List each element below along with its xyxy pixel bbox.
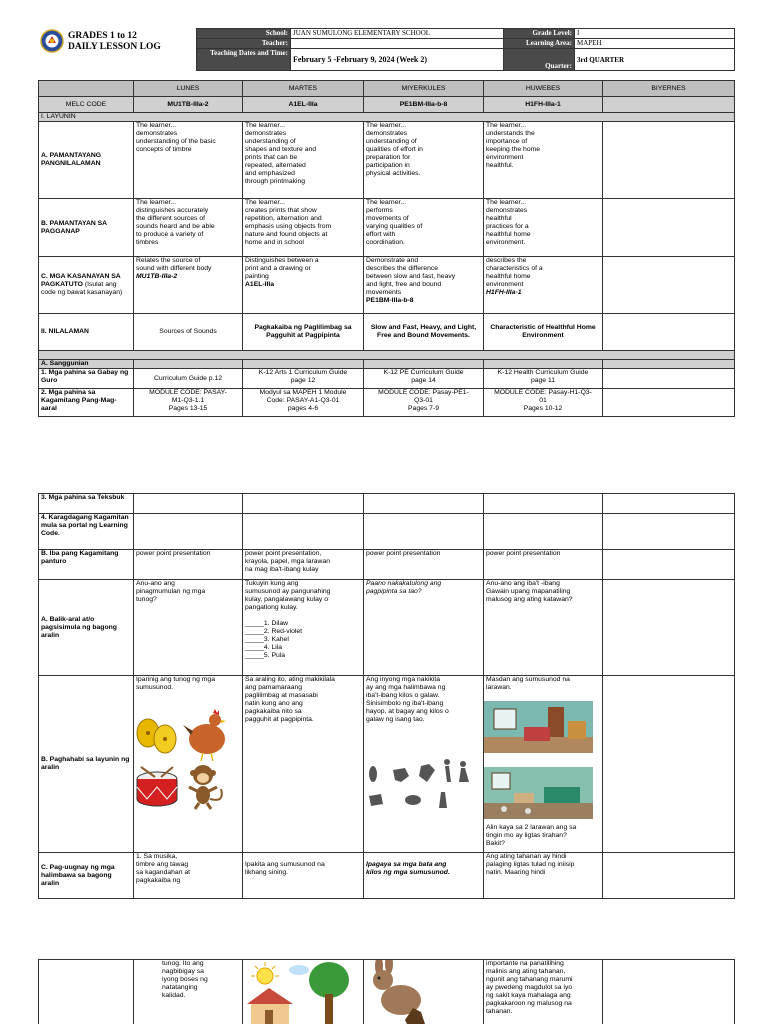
- iba-2: power point presentation, krayola, papel, mga larawan na mag iba't-ibang kulay: [243, 550, 364, 580]
- row-label-iba-pang-kagamitan: B. Iba pang Kagamitang panturo: [39, 550, 134, 580]
- title-dll: DAILY LESSON LOG: [68, 42, 161, 52]
- balik-1: Anu-ano ang pinagmumulan ng mga tunog?: [134, 580, 243, 676]
- rabbit-image: [363, 960, 428, 1024]
- paghahabi-2: Sa araling ito, ating makikilala ang pamamaraang paglilimbag at masasabi natin kung ano ang pagkakaiba nito sa pagguhit at pagpipinta.: [243, 676, 364, 853]
- gabay-2: K-12 Arts 1 Curriculum Guide page 12: [243, 369, 364, 389]
- teksbuk-2: [243, 494, 364, 514]
- pag-uugnay-1: 1. Sa musika, timbre ang tawag sa kagandahan at pagkakaiba ng: [134, 853, 243, 899]
- cell-c-4-text: describes the characteristics of a healthful home environment: [486, 257, 543, 288]
- cell-a-3: The learner... demonstrates understanding of qualities of effort in preparation for participation in physical activities.: [364, 122, 484, 199]
- blank-grey-row: [39, 351, 735, 360]
- row-label-pamantayan-sa-pagganap: B. PAMANTAYAN SA PAGGANAP: [39, 199, 134, 257]
- sanggunian-2: [243, 360, 364, 369]
- dates-label: Teaching Dates and Time:: [197, 49, 291, 71]
- cell-a-5: [603, 122, 735, 199]
- kasanayan-title: C. MGA KASANAYAN SA PAGKATUTO: [41, 273, 121, 288]
- grade-label: Grade Level:: [504, 29, 575, 39]
- melc-code-3: PE1BM-IIIa-b-8: [364, 97, 484, 113]
- cont-label: [39, 960, 134, 1024]
- school-label: School:: [197, 29, 291, 39]
- teksbuk-5: [603, 494, 735, 514]
- balik-5: [603, 580, 735, 676]
- cell-c-2: [243, 257, 364, 314]
- clean-room-icon: [484, 701, 593, 753]
- sanggunian-4: [484, 360, 603, 369]
- melc-code-5: [603, 97, 735, 113]
- day-martes: MARTES: [243, 81, 364, 97]
- day-miyerkules: MIYERKULES: [364, 81, 484, 97]
- kagamitan-3: MODULE CODE: Pasay-PE1- Q3-01 Pages 7-9: [364, 389, 484, 417]
- row-label-kasanayan: [39, 257, 134, 314]
- teksbuk-3: [364, 494, 484, 514]
- cell-a-2: The learner... demonstrates understanding of shapes and texture and prints that can be repeated, alternated and emphasized through printmaking: [243, 122, 364, 199]
- row-label-pamantayang-pangnilalaman: A. PAMANTAYANG PANGNILALAMAN: [39, 122, 134, 199]
- day-lunes: LUNES: [134, 81, 243, 97]
- pag-uugnay-5: [603, 853, 735, 899]
- teacher-label: Teacher:: [197, 39, 291, 49]
- hen-icon: [183, 709, 226, 761]
- dates-value: February 5 -February 9, 2024 (Week 2): [291, 49, 504, 71]
- melc-code-1: MU1TB-IIIa-2: [134, 97, 243, 113]
- cont-1: tunog. Ito ang nagbibigay sa iyong boses ng natatanging kalidad.: [134, 960, 243, 1024]
- house-icon: [247, 988, 293, 1024]
- kagamitan-5: [603, 389, 735, 417]
- row-label-paghahabi: B. Paghahabi sa layunin ng aralin: [39, 676, 134, 853]
- cont-5: [603, 960, 735, 1024]
- cell-a-1: The learner... demonstrates understanding of the basic concepts of timbre: [134, 122, 243, 199]
- nilalaman-2: Pagkakaiba ng Paglilimbag sa Pagguhit at Pagpipinta: [243, 314, 364, 351]
- iba-4: power point presentation: [484, 550, 603, 580]
- paghahabi-4-text: Masdan ang sumusunod na larawan.: [486, 676, 570, 691]
- cell-c-3-code: PE1BM-IIIa-b-8: [366, 297, 414, 304]
- pag-uugnay-3: Ipagaya sa mga bata ang kilos ng mga sumusunod.: [364, 853, 484, 899]
- cell-c-5: [603, 257, 735, 314]
- monkey-icon: [189, 765, 222, 809]
- header-info-table: [196, 28, 735, 71]
- cell-c-1-text: Relates the source of sound with different body: [136, 257, 212, 272]
- balik-3: Paano nakakatulong ang pagpipinta sa tao?: [364, 580, 484, 676]
- cell-b-4: The learner... demonstrates healthful practices for a healthful home environment.: [484, 199, 603, 257]
- cell-c-3-text: Demonstrate and describes the difference between slow and fast, heavy and light, free and bound movements: [366, 257, 456, 296]
- nilalaman-5: [603, 314, 735, 351]
- animal-silhouettes-icon: [369, 759, 469, 808]
- cell-c-1-code: MU1TB-IIIa-2: [136, 273, 178, 280]
- deped-seal: [40, 29, 64, 53]
- karagdagang-5: [603, 514, 735, 550]
- paghahabi-4-question: Alin kaya sa 2 larawan ang sa tingin mo ay ligtas tirahan? Bakit?: [486, 824, 577, 847]
- row-label-pag-uugnay: C. Pag-uugnay ng mga halimbawa sa bagong aralin: [39, 853, 134, 899]
- teksbuk-4: [484, 494, 603, 514]
- drum-icon: [137, 767, 177, 806]
- row-label-teksbuk: 3. Mga pahina sa Teksbuk: [39, 494, 134, 514]
- room-images: [484, 701, 593, 819]
- row-label-nilalaman: II. NILALAMAN: [39, 314, 134, 351]
- dll-table-2: [38, 493, 735, 899]
- cell-c-2-text: Distinguishes between a print and a drawing or painting: [245, 257, 319, 280]
- cloud-icon: [289, 965, 309, 975]
- day-biyernes: BIYERNES: [603, 81, 735, 97]
- paghahabi-5: [603, 676, 735, 853]
- grade-value: I: [575, 29, 735, 39]
- sanggunian-5: [603, 360, 735, 369]
- balik-2: Tukuyin kung ang sumusunod ay pangunahing kulay, pangalawang kulay o pangatlong kulay. _____1. Dilaw _____2. Red-violet _____3. Kahel _____4. Lila _____5. Pula: [243, 580, 364, 676]
- cell-c-4-code: H1FH-IIIa-1: [486, 289, 522, 296]
- cell-c-2-code: A1EL-IIIa: [245, 281, 275, 288]
- house-drawing: [245, 960, 357, 1024]
- title-grades: GRADES 1 to 12: [68, 31, 137, 41]
- rabbit-icon: [373, 960, 421, 1015]
- day-huwebes: HUWEBES: [484, 81, 603, 97]
- nilalaman-3: Slow and Fast, Heavy, and Light, Free and Bound Movements.: [364, 314, 484, 351]
- kagamitan-1: MODULE CODE: PASAY- M1-Q3-1.1 Pages 13-15: [134, 389, 243, 417]
- iba-3: power point presentation: [364, 550, 484, 580]
- nilalaman-1: Sources of Sounds: [134, 314, 243, 351]
- section-layunin: I. LAYUNIN: [39, 113, 735, 122]
- row-label-gabay: 1. Mga pahina sa Gabay ng Guro: [39, 369, 134, 389]
- kasanayan-note: (Isulat ang code ng bawat kasanayan): [41, 281, 123, 296]
- school-value: JUAN SUMULONG ELEMENTARY SCHOOL: [291, 29, 504, 39]
- iba-1: power point presentation: [134, 550, 243, 580]
- dll-table-1: [38, 80, 735, 417]
- sun-icon: [251, 962, 279, 984]
- cell-b-1: The learner... distinguishes accurately the different sources of sounds heard and be able to produce a variety of timbres: [134, 199, 243, 257]
- sanggunian-label: A. Sanggunian: [39, 360, 134, 369]
- paghahabi-3: Ang inyong mga nakikita ay ang mga halimbawa ng iba't-ibang kilos o galaw. Sinisimbolo ng iba't-ibang hayop, at bagay ang kilos o galaw ng isang tao.: [364, 676, 484, 853]
- gabay-1: Curriculum Guide p.12: [134, 369, 243, 389]
- karagdagang-2: [243, 514, 364, 550]
- paghahabi-1: Iparinig ang tunog ng mga sumusunod.: [134, 676, 243, 853]
- messy-room-icon: [484, 767, 593, 819]
- pag-uugnay-4: Ang ating tahanan ay hindi palaging ligtas tulad ng iniisip natin. Maaring hindi: [484, 853, 603, 899]
- cymbals-icon: [137, 719, 176, 753]
- cell-b-3: The learner... performs movements of varying qualities of effort with coordination.: [364, 199, 484, 257]
- quarter-label: Quarter:: [504, 49, 575, 71]
- cell-b-5: [603, 199, 735, 257]
- cont-4: importante na panatilihing malinis ang ating tahanan, ngunit ang tahanang marumi ay pwedeng magdulot sa iyo ng sakit kaya mahalaga ang pagkakaroon ng malusog na tahanan.: [484, 960, 603, 1024]
- cell-c-1: [134, 257, 243, 314]
- teacher-value: [291, 39, 504, 49]
- nilalaman-4: Characteristic of Healthful Home Environment: [484, 314, 603, 351]
- melc-code-2: A1EL-IIIa: [243, 97, 364, 113]
- area-label: Learning Area:: [504, 39, 575, 49]
- cell-a-4: The learner... understands the importance of keeping the home environment healthful.: [484, 122, 603, 199]
- row-label-karagdagang: 4. Karagdagang Kagamitan mula sa portal ng Learning Code.: [39, 514, 134, 550]
- cell-b-2: The learner... creates prints that show repetition, alternation and emphasis using objects from nature and found objects at home and in school: [243, 199, 364, 257]
- pag-uugnay-2: Ipakita ang sumusunod na likhang sining.: [243, 853, 364, 899]
- karagdagang-4: [484, 514, 603, 550]
- row-label-balik-aral: A. Balik-aral at/o pagsisimula ng bagong aralin: [39, 580, 134, 676]
- kagamitan-4: MODULE CODE: Pasay-H1-Q3- 01 Pages 10-12: [484, 389, 603, 417]
- gabay-3: K-12 PE Curriculum Guide page 14: [364, 369, 484, 389]
- gabay-5: [603, 369, 735, 389]
- movements-image: [365, 752, 478, 810]
- balik-4: Anu-ano ang iba't -ibang Gawain upang mapanatiling malusog ang ating katawan?: [484, 580, 603, 676]
- sanggunian-3: [364, 360, 484, 369]
- cell-c-3: [364, 257, 484, 314]
- cell-c-4: [484, 257, 603, 314]
- iba-5: [603, 550, 735, 580]
- melc-label: MELC CODE: [39, 97, 134, 113]
- melc-code-4: H1FH-IIIa-1: [484, 97, 603, 113]
- quarter-value: 3rd QUARTER: [575, 49, 735, 71]
- gabay-4: K-12 Health Curriculum Guide page 11: [484, 369, 603, 389]
- tree-icon: [309, 962, 349, 1024]
- row-label-kagamitan: 2. Mga pahina sa Kagamitang Pang-Mag-aaral: [39, 389, 134, 417]
- kagamitan-2: Modyul sa MAPEH 1 Module Code: PASAY-A1-Q3-01 pages 4-6: [243, 389, 364, 417]
- teksbuk-1: [134, 494, 243, 514]
- blank-corner: [39, 81, 134, 97]
- karagdagang-1: [134, 514, 243, 550]
- sanggunian-1: [134, 360, 243, 369]
- karagdagang-3: [364, 514, 484, 550]
- sound-sources-image: [135, 707, 235, 810]
- area-value: MAPEH: [575, 39, 735, 49]
